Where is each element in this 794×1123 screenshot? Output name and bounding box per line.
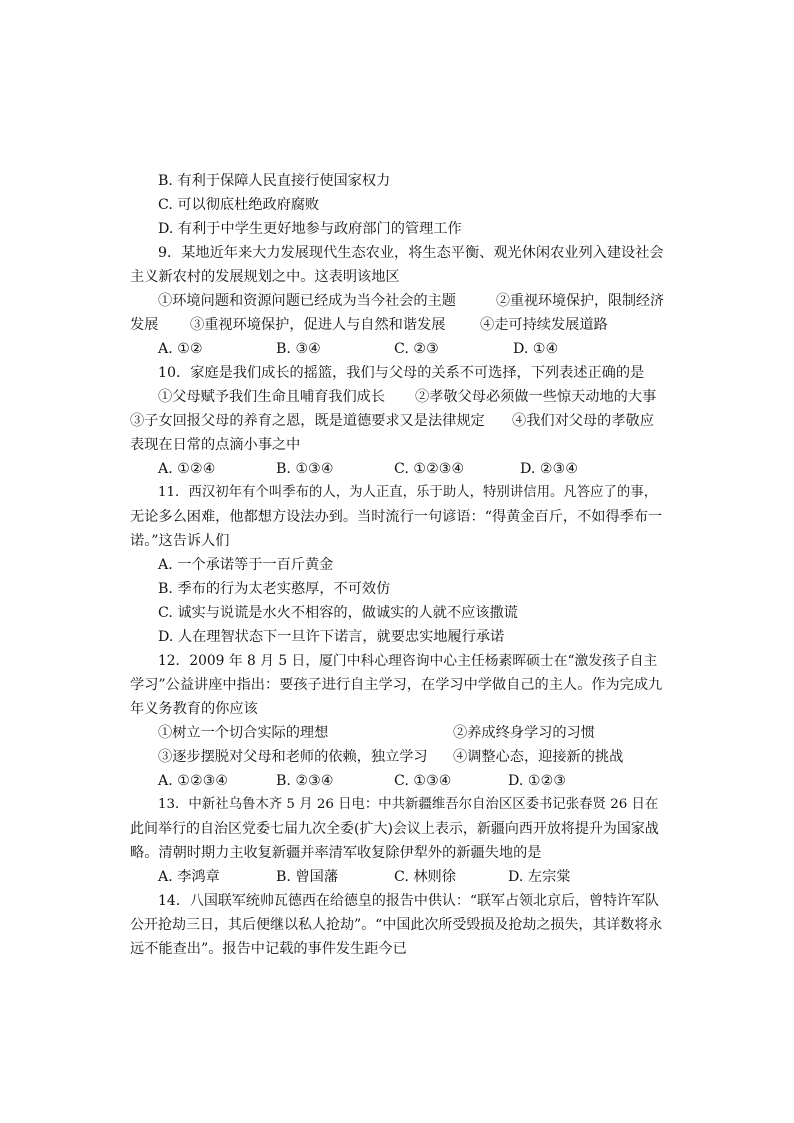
q9-statement-4: ④走可持续发展道路 [480, 317, 608, 333]
q12-option-c: C. ①③④ [394, 773, 452, 789]
q13-option-a: A. 李鸿章 [158, 869, 220, 885]
q12-stem-line1: 12．2009 年 8 月 5 日，厦门中科心理咨询中心主任杨素晖硕士在“激发孩子自主 [158, 653, 658, 669]
q13-option-d: D. 左宗棠 [508, 869, 571, 885]
q9-option-d: D. ①④ [513, 341, 559, 357]
q12-statement-4: ④调整心态，迎接新的挑战 [453, 749, 624, 765]
q13-option-b: B. 曾国藩 [276, 869, 339, 885]
q8-option-b: B. 有利于保障人民直接行使国家权力 [158, 173, 391, 189]
q9-option-c: C. ②③ [394, 341, 439, 357]
q9-statement-2-cont: 发展 [130, 317, 159, 333]
q14-stem-line2: 公开抢劫三日，其后便继以私人抢劫”。“中国此次所受毁损及抢劫之损失，其详数将永 [130, 917, 663, 933]
q11-option-c: C. 诚实与说谎是水火不相容的，做诚实的人就不应该撒谎 [158, 605, 518, 621]
q12-option-a: A. ①②③④ [158, 773, 229, 789]
q12-option-d: D. ①②③ [508, 773, 567, 789]
q13-stem-line2: 此间举行的自治区党委七届九次全委(扩大)会议上表示，新疆向西开放将提升为国家战 [130, 821, 659, 837]
q10-statement-1: ①父母赋予我们生命且哺育我们成长 [158, 389, 386, 405]
q10-option-b: B. ①③④ [276, 461, 334, 477]
q9-statement-2: ②重视环境保护，限制经济 [496, 293, 664, 309]
q11-option-d: D. 人在理智状态下一旦许下诺言，就要忠实地履行承诺 [158, 629, 505, 645]
q12-statement-3: ③逐步摆脱对父母和老师的依赖，独立学习 [158, 749, 428, 765]
q13-option-c: C. 林则徐 [394, 869, 456, 885]
q10-option-a: A. ①②④ [158, 461, 216, 477]
q10-statement-2: ②孝敬父母必须做一些惊天动地的大事 [415, 389, 657, 405]
q9-stem-line1: 9．某地近年来大力发展现代生态农业，将生态平衡、观光休闲农业列入建设社会 [158, 245, 664, 261]
q12-statement-1: ①树立一个切合实际的理想 [158, 725, 329, 741]
q11-option-a: A. 一个承诺等于一百斤黄金 [158, 557, 334, 573]
q10-statement-4-cont: 表现在日常的点滴小事之中 [130, 437, 301, 453]
q9-stem-line2: 主义新农村的发展规划之中。这表明该地区 [130, 269, 400, 285]
q9-statement-1: ①环境问题和资源问题已经成为当今社会的主题 [158, 293, 456, 309]
q10-stem: 10．家庭是我们成长的摇篮，我们与父母的关系不可选择，下列表述正确的是 [158, 365, 645, 381]
q12-statement-2: ②养成终身学习的习惯 [453, 725, 595, 741]
q13-stem-line1: 13．中新社乌鲁木齐 5 月 26 日电：中共新疆维吾尔自治区区委书记张春贤 26 日在 [158, 797, 659, 812]
q13-stem-line3: 略。清朝时期力主收复新疆并率清军收复除伊犁外的新疆失地的是 [130, 845, 542, 861]
q8-option-d: D. 有利于中学生更好地参与政府部门的管理工作 [158, 221, 462, 237]
q9-statement-3: ③重视环境保护，促进人与自然和谐发展 [190, 317, 446, 333]
q10-statement-3: ③子女回报父母的养育之恩，既是道德要求又是法律规定 [130, 413, 485, 429]
q9-option-b: B. ③④ [276, 341, 321, 357]
q10-statement-4: ④我们对父母的孝敬应 [512, 413, 654, 429]
q9-option-a: A. ①② [158, 341, 203, 357]
q12-stem-line3: 年义务教育的你应该 [130, 701, 258, 717]
q10-option-d: D. ②③④ [520, 461, 579, 477]
q14-stem-line3: 远不能查出”。报告中记载的事件发生距今已 [130, 941, 407, 957]
q10-option-c: C. ①②③④ [394, 461, 465, 477]
q11-option-b: B. 季布的行为太老实憨厚，不可效仿 [158, 581, 391, 597]
q11-stem-line1: 11．西汉初年有个叫季布的人，为人正直，乐于助人，特别讲信用。凡答应了的事， [158, 485, 658, 500]
q11-stem-line3: 诺。”这告诉人们 [130, 533, 230, 549]
q14-stem-line1: 14．八国联军统帅瓦德西在给德皇的报告中供认：“联军占领北京后，曾特许军队 [158, 893, 659, 909]
q12-stem-line2: 学习”公益讲座中指出：要孩子进行自主学习，在学习中学做自己的主人。作为完成九 [130, 677, 663, 693]
q12-option-b: B. ②③④ [276, 773, 334, 789]
q11-stem-line2: 无论多么困难，他都想方设法办到。当时流行一句谚语：“得黄金百斤，不如得季布一 [130, 509, 663, 525]
q8-option-c: C. 可以彻底杜绝政府腐败 [158, 197, 320, 213]
